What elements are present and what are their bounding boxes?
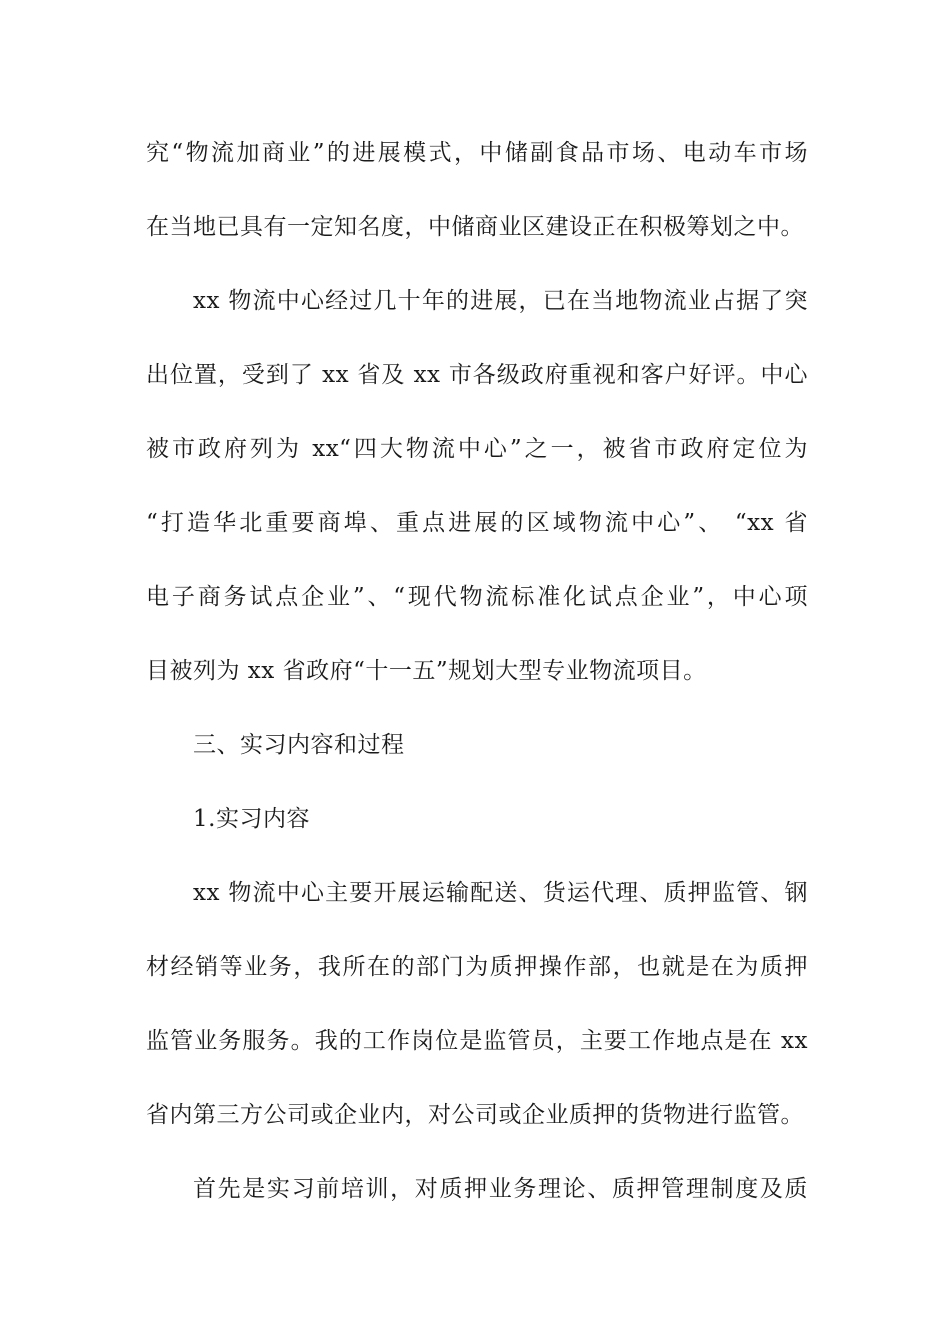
paragraph-line: 首先是实习前培训，对质押业务理论、质押管理制度及质 <box>193 1176 808 1202</box>
section-heading: 三、实习内容和过程 <box>193 732 405 758</box>
paragraph-line: 目被列为 xx 省政府“十一五”规划大型专业物流项目。 <box>146 658 707 684</box>
paragraph-line: “打造华北重要商埠、重点进展的区域物流中心”、 “xx 省 <box>146 510 808 536</box>
paragraph-line: 监管业务服务。我的工作岗位是监管员，主要工作地点是在 xx <box>146 1028 808 1054</box>
paragraph-line: 出位置，受到了 xx 省及 xx 市各级政府重视和客户好评。中心 <box>146 362 808 388</box>
paragraph-line: 究“物流加商业”的进展模式，中储副食品市场、电动车市场 <box>146 140 808 166</box>
paragraph-line: 被市政府列为 xx“四大物流中心”之一，被省市政府定位为 <box>146 436 808 462</box>
paragraph-line: xx 物流中心主要开展运输配送、货运代理、质押监管、钢 <box>193 880 808 906</box>
paragraph-line: 材经销等业务，我所在的部门为质押操作部，也就是在为质押 <box>146 954 808 980</box>
paragraph-line: 省内第三方公司或企业内，对公司或企业质押的货物进行监管。 <box>146 1102 804 1128</box>
paragraph-line: 在当地已具有一定知名度，中储商业区建设正在积极筹划之中。 <box>146 214 804 240</box>
subsection-heading: 1.实习内容 <box>193 806 310 832</box>
paragraph-line: 电子商务试点企业”、“现代物流标准化试点企业”，中心项 <box>146 584 808 610</box>
paragraph-line: xx 物流中心经过几十年的进展，已在当地物流业占据了突 <box>193 288 808 314</box>
